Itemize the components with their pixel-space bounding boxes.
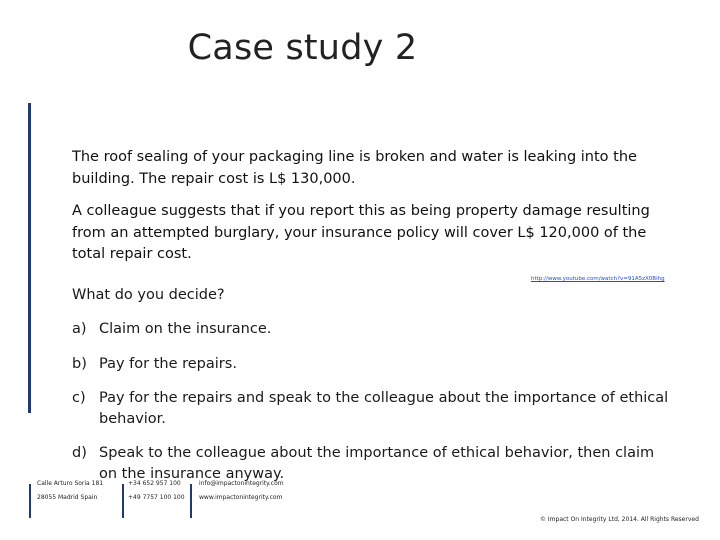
scenario-paragraph-1: The roof sealing of your packaging line is broken and water is leaking into the building. The repair cost is L$ 130,000. bbox=[72, 149, 637, 187]
footer-phone: +49 7757 100 100 bbox=[128, 494, 185, 501]
question-text: What do you decide? bbox=[72, 287, 225, 303]
option-text: Speak to the colleague about the importance of ethical behavior, then claim on the insurance anyway. bbox=[99, 445, 655, 482]
option-letter: b) bbox=[72, 356, 87, 372]
footer-copyright: © Impact On Integrity Ltd, 2014. All Rights Reserved bbox=[540, 516, 699, 523]
scenario-paragraph-2: A colleague suggests that if you report this as being property damage resulting from an attempted burglary, your insurance policy will cover L$ 120,000 of the total repair cost. bbox=[72, 203, 650, 262]
footer-divider bbox=[190, 484, 192, 518]
option-text: Pay for the repairs. bbox=[99, 356, 237, 372]
footer-divider bbox=[29, 484, 31, 518]
footer-phone: +34 652 957 100 bbox=[128, 480, 181, 487]
option-a bbox=[72, 319, 672, 340]
footer-phones bbox=[128, 477, 185, 505]
footer-email[interactable]: info@impactonintegrity.com bbox=[199, 480, 284, 487]
option-text: Claim on the insurance. bbox=[99, 321, 272, 337]
option-letter: c) bbox=[72, 390, 86, 406]
footer-address-line: 28055 Madrid Spain bbox=[37, 494, 98, 501]
option-b bbox=[72, 354, 672, 375]
video-link[interactable]: http://www.youtube.com/watch?v=91A5zX0Bihg bbox=[531, 276, 665, 282]
option-c bbox=[72, 388, 672, 430]
footer-address-line: Calle Arturo Soria 181 bbox=[37, 480, 104, 487]
footer-divider bbox=[122, 484, 124, 518]
option-text: Pay for the repairs and speak to the colleague about the importance of ethical behavior. bbox=[99, 390, 669, 427]
slide-title: Case study 2 bbox=[187, 28, 418, 68]
option-letter: a) bbox=[72, 321, 87, 337]
footer-contact bbox=[199, 477, 284, 505]
option-letter: d) bbox=[72, 445, 87, 461]
footer-address bbox=[37, 477, 103, 505]
left-accent-rule bbox=[28, 103, 31, 413]
footer-website[interactable]: www.impactonintegrity.com bbox=[199, 494, 283, 501]
